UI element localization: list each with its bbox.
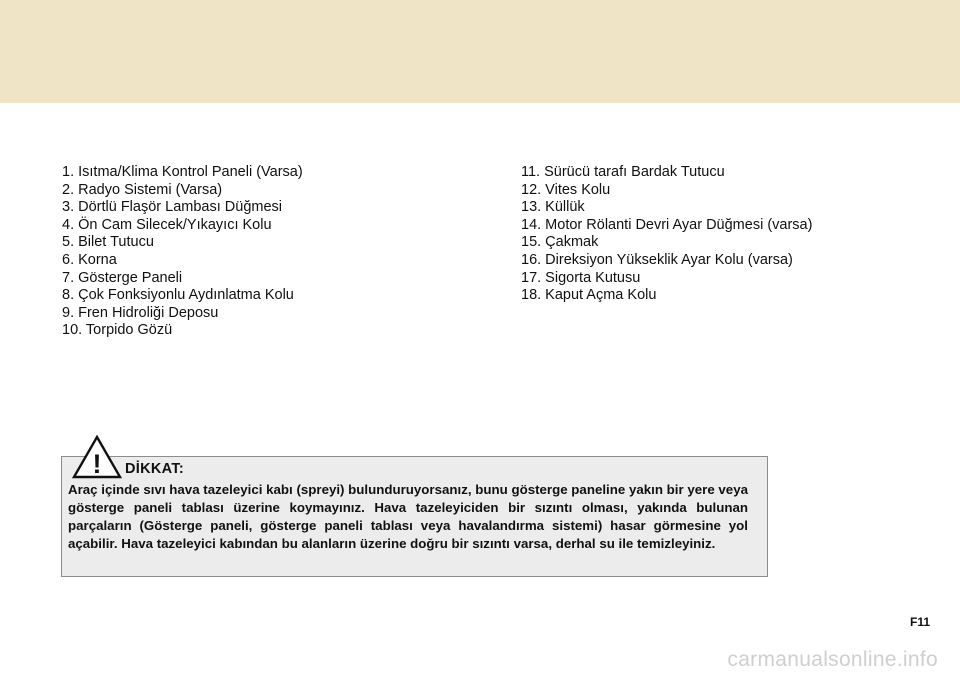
watermark: carmanualsonline.info (727, 648, 938, 671)
list-item: 14. Motor Rölanti Devri Ayar Düğmesi (varsa) (521, 216, 813, 233)
list-item: 3. Dörtlü Flaşör Lambası Düğmesi (62, 199, 282, 216)
warning-exclamation: ! (92, 449, 102, 479)
list-item: 9. Fren Hidroliği Deposu (62, 304, 219, 321)
page-number: F11 (909, 615, 930, 629)
list-item: 8. Çok Fonksiyonlu Aydınlatma Kolu (62, 287, 294, 304)
list-item: 16. Direksiyon Yükseklik Ayar Kolu (varsa) (521, 251, 793, 268)
list-item: 15. Çakmak (521, 234, 599, 251)
list-item: 11. Sürücü tarafı Bardak Tutucu (521, 164, 725, 180)
list-item: 4. Ön Cam Silecek/Yıkayıcı Kolu (62, 216, 272, 233)
list-item: 18. Kaput Açma Kolu (521, 287, 657, 304)
list-item: 17. Sigorta Kutusu (521, 269, 641, 286)
parts-list-right (521, 164, 812, 305)
list-item: 1. Isıtma/Klima Kontrol Paneli (Varsa) (62, 164, 303, 180)
list-item: 10. Torpido Gözü (62, 322, 173, 339)
warning-triangle-icon (71, 434, 123, 480)
list-item: 2. Radyo Sistemi (Varsa) (62, 181, 223, 198)
list-item: 13. Küllük (521, 199, 585, 216)
parts-list-left (62, 164, 303, 340)
header-band (0, 0, 960, 103)
list-item: 6. Korna (62, 251, 117, 268)
list-item: 12. Vites Kolu (521, 181, 611, 198)
caution-body: Araç içinde sıvı hava tazeleyici kabı (spreyi) bulunduruyorsanız, bunu gösterge paneline yakın bir yere veya gösterge paneli tablası üzerine koymayınız. Hava tazeleyiciden bir sızıntı olması, yakında bulunan parçaların (Gösterge paneli, gösterge paneli tablası veya havalandırma sistemi) hasar görmesine yol açabilir. Hava tazeleyici kabından bu alanların üzerine doğru bir sızıntı varsa, derhal su ile temizleyiniz. (68, 482, 748, 551)
list-item: 7. Gösterge Paneli (62, 269, 183, 286)
caution-title: DİKKAT: (125, 461, 185, 477)
list-item: 5. Bilet Tutucu (62, 234, 154, 251)
